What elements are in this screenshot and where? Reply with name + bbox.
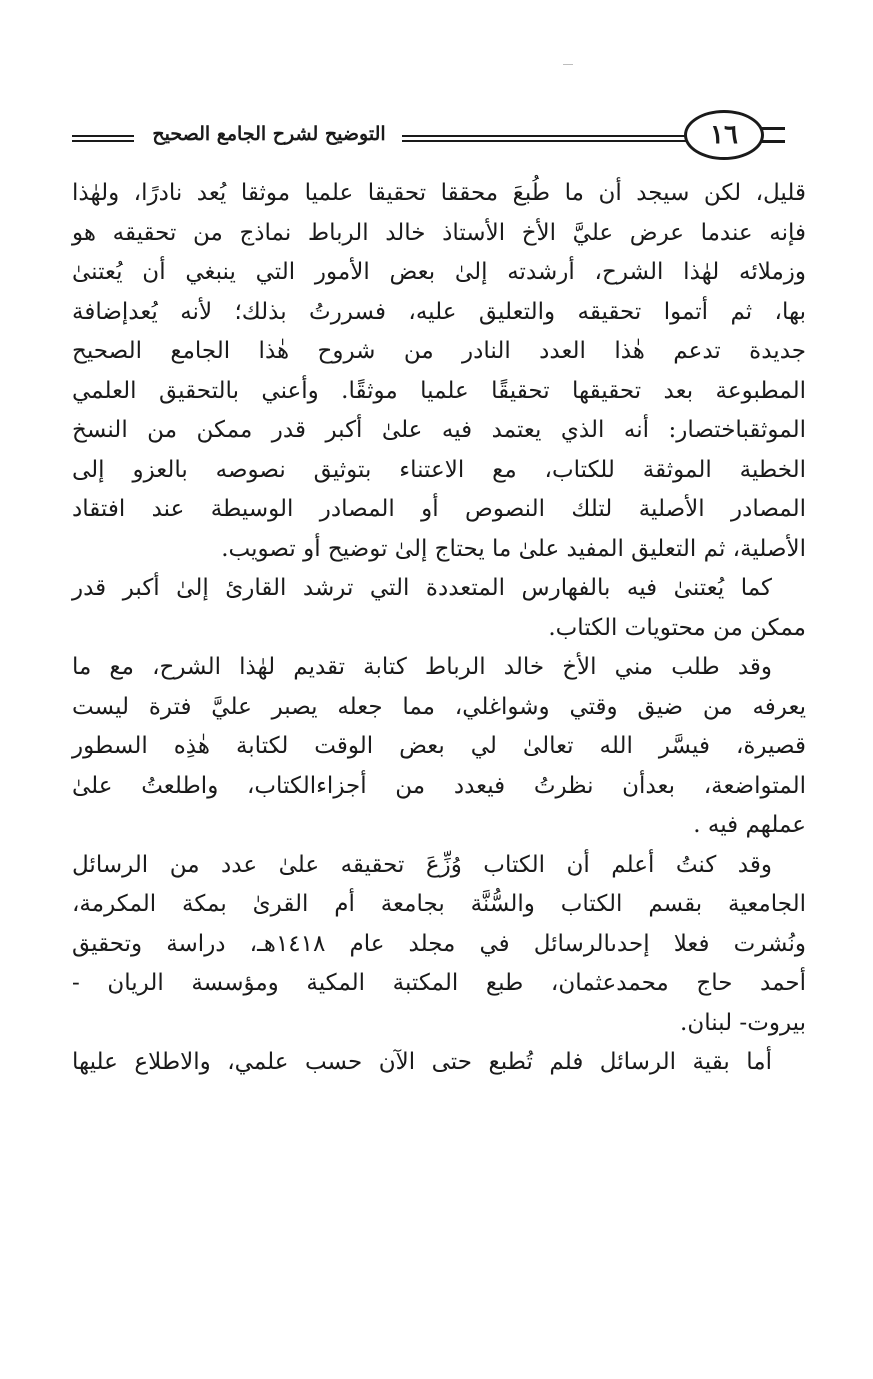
text-line: المطبوعة بعد تحقيقها تحقيقًا علميا موثقًا. وأعني بالتحقيق العلمي [72,377,806,404]
text-line: أحمد حاج محمدعثمان، طبع المكتبة المكية ومؤسسة الريان - [72,970,806,996]
page-number: ١٦ [684,110,764,160]
text-line: الأصلية، ثم التعليق المفيد علىٰ ما يحتاج إلىٰ توضيح أو تصويب. [221,535,806,562]
text-line: الخطية الموثقة للكتاب، مع الاعتناء بتوثيق نصوصه بالعزو إلى [72,456,806,483]
text-line: المتواضعة، بعدأن نظرتُ فيعدد من أجزاءالكتاب، واطلعتُ علىٰ [72,772,806,799]
text-line: كما يُعتنىٰ فيه بالفهارس المتعددة التي ترشد القارئ إلىٰ أكبر قدر [72,575,772,601]
text-line: بها، ثم أتموا تحقيقه والتعليق عليه، فسررتُ بذلك؛ لأنه يُعدإضافة [72,298,806,325]
text-line: ونُشرت فعلا إحدىالرسائل في مجلد عام ١٤١٨هـ، دراسة وتحقيق [72,930,806,957]
text-line: الجامعية بقسم الكتاب والسُّنَّة بجامعة أم القرىٰ بمكة المكرمة، [72,891,806,917]
body-text [72,174,806,1083]
text-line: فإنه عندما عرض عليَّ الأخ الأستاذ خالد الرباط نماذج من تحقيقه هو [72,219,806,246]
text-line: جديدة تدعم هٰذا العدد النادر من شروح هٰذا الجامع الصحيح [72,338,806,364]
text-line: قليل، لكن سيجد أن ما طُبعَ محققا تحقيقا علميا موثقا يُعد نادرًا، ولهٰذا [72,180,806,206]
text-line: يعرفه من ضيق وقتي وشواغلي، مما جعله يصبر عليَّ فترة ليست [72,693,806,720]
text-line: المصادر الأصلية لتلك النصوص أو المصادر الوسيطة عند افتقاد [72,496,806,522]
scan-mark [563,64,573,65]
text-line: ممكن من محتويات الكتاب. [548,614,806,641]
text-line: وقد طلب مني الأخ خالد الرباط كتابة تقديم لهٰذا الشرح، مع ما [72,654,772,680]
header-rule-left [72,135,134,142]
page-number-ornament [761,127,785,143]
text-line: قصيرة، فيسَّر الله تعالىٰ لي بعض الوقت لكتابة هٰذِه السطور [72,733,806,759]
text-line: الموثقباختصار: أنه الذي يعتمد فيه علىٰ أكبر قدر ممكن من النسخ [72,417,806,443]
text-line: بيروت- لبنان. [680,1009,806,1036]
text-line: وقد كنتُ أعلم أن الكتاب وُزِّعَ تحقيقه علىٰ عدد من الرسائل [72,851,772,878]
page-header [72,110,806,162]
text-line: وزملائه لهٰذا الشرح، أرشدته إلىٰ بعض الأمور التي ينبغي أن يُعتنىٰ [72,259,806,285]
text-line: عملهم فيه . [693,812,806,838]
text-line: أما بقية الرسائل فلم تُطبع حتى الآن حسب علمي، والاطلاع عليها [72,1049,772,1075]
running-title: التوضيح لشرح الجامع الصحيح [152,123,386,145]
